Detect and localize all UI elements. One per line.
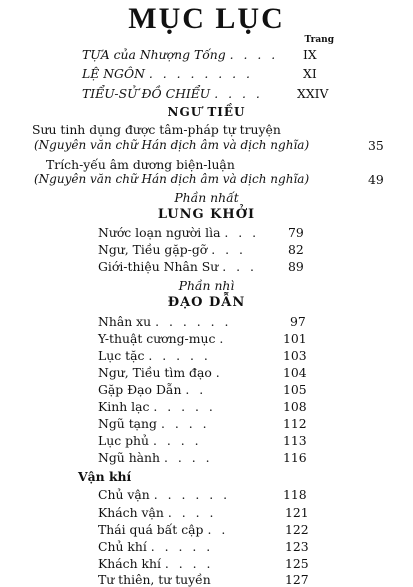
toc-page-number: 125	[285, 556, 309, 571]
toc-page-number: 127	[285, 572, 309, 587]
leader-dots: . . . . .	[153, 399, 216, 414]
toc-page-number: 101	[283, 331, 307, 346]
section-heading: ĐẠO DẪN	[167, 295, 246, 310]
toc-entry-label: Ngư, Tiều gặp-gỡ	[98, 242, 208, 257]
toc-entry[interactable]	[98, 331, 226, 346]
toc-page-number: 79	[288, 225, 304, 240]
leader-dots: . . . .	[163, 450, 213, 465]
toc-entry-label: Nước loạn người lìa	[98, 225, 221, 240]
leader-dots: . . . .	[214, 86, 263, 101]
toc-entry-label: Chủ vận	[98, 487, 150, 502]
toc-entry[interactable]	[98, 572, 211, 587]
toc-page-number: 122	[285, 522, 309, 537]
toc-entry-label: TIỂU-SỬ ĐỒ CHIỂU	[82, 86, 211, 101]
leader-dots: . . . . . .	[153, 487, 231, 502]
page-title: MỤC LỤC	[128, 2, 285, 35]
toc-page-number: 118	[283, 487, 307, 502]
toc-page-number: XI	[303, 66, 317, 81]
toc-entry-label: Gặp Đạo Dẫn	[98, 382, 182, 397]
leader-dots: . . .	[224, 225, 260, 240]
toc-page-number: 123	[285, 539, 309, 554]
toc-entry[interactable]	[98, 450, 213, 465]
toc-entry[interactable]	[98, 433, 202, 448]
toc-page-number: 97	[290, 314, 306, 329]
page-column-label: Trang	[304, 35, 334, 45]
toc-entry-note: (Nguyên văn chữ Hán dịch âm và dịch nghĩa)	[34, 138, 310, 152]
part-label: Phần nhất	[174, 190, 239, 205]
toc-entry-label: Trích-yếu âm dương biện-luận	[46, 157, 235, 172]
toc-entry[interactable]	[82, 86, 263, 101]
toc-entry[interactable]	[98, 505, 216, 520]
toc-entry-label: Giới-thiệu Nhân Sư	[98, 259, 219, 274]
leader-dots: . . . .	[229, 47, 279, 62]
toc-entry[interactable]	[82, 47, 278, 62]
leader-dots: . . . . .	[150, 539, 214, 554]
toc-entry-label: Lục phủ	[98, 433, 149, 448]
toc-entry-label: Kinh lạc	[98, 399, 150, 414]
toc-entry[interactable]	[98, 242, 246, 257]
toc-page-number: 104	[283, 365, 307, 380]
toc-page-number: 103	[283, 348, 307, 363]
toc-entry-label: LỆ NGÔN	[82, 66, 145, 81]
toc-page-number: 49	[368, 172, 384, 187]
toc-entry-label: Thái quá bất cập	[98, 522, 204, 537]
toc-entry-label: Nhân xu	[98, 314, 152, 329]
toc-entry[interactable]	[98, 259, 257, 274]
toc-entry[interactable]	[82, 66, 253, 81]
section-heading: LUNG KHỞI	[157, 207, 256, 222]
toc-page-number: IX	[303, 47, 317, 62]
toc-entry[interactable]	[46, 157, 235, 172]
toc-page-number: 82	[288, 242, 304, 257]
toc-page-number: 89	[288, 259, 304, 274]
toc-entry[interactable]	[98, 225, 259, 240]
toc-entry[interactable]	[98, 522, 228, 537]
leader-dots: . . . . . . . .	[148, 66, 253, 81]
leader-dots: . . . .	[164, 556, 214, 571]
toc-entry-label: Khách khí	[98, 556, 161, 571]
toc-entry-label: Y-thuật cương-mục	[98, 331, 216, 346]
toc-page-number: 121	[285, 505, 309, 520]
toc-entry-label: Khách vận	[98, 505, 164, 520]
part-label: Phần nhì	[178, 278, 235, 293]
toc-entry-label: Chủ khí	[98, 539, 147, 554]
leader-dots: . . . . .	[148, 348, 211, 363]
toc-entry-label: Ngũ hành	[98, 450, 161, 465]
leader-dots: . . . . . .	[155, 314, 232, 329]
toc-entry[interactable]	[98, 314, 231, 329]
toc-page-number: 112	[283, 416, 307, 431]
toc-page-number: 113	[283, 433, 307, 448]
toc-page-number: XXIV	[297, 86, 329, 101]
toc-entry-label: Ngũ tạng	[98, 416, 157, 431]
leader-dots: . . . .	[167, 505, 217, 520]
toc-entry[interactable]	[32, 122, 281, 137]
leader-dots: . . . .	[152, 433, 202, 448]
toc-page-number: 116	[283, 450, 307, 465]
leader-dots: . . .	[222, 259, 257, 274]
toc-entry[interactable]	[98, 487, 230, 502]
toc-entry[interactable]	[98, 399, 216, 414]
leader-dots: . . .	[211, 242, 246, 257]
subsection-heading: Vận khí	[78, 469, 132, 484]
toc-entry-label: Sưu tinh dụng được tâm-pháp tự truyện	[32, 122, 281, 137]
toc-entry[interactable]	[98, 382, 206, 397]
leader-dots: . . . .	[160, 416, 210, 431]
toc-page-number: 35	[368, 138, 384, 153]
toc-entry[interactable]	[98, 416, 210, 431]
toc-entry-note: (Nguyên văn chữ Hán dịch âm và dịch nghĩa)	[34, 172, 310, 186]
toc-entry-label: TỰA của Nhượng Tống	[82, 47, 226, 62]
toc-page-number: 108	[283, 399, 307, 414]
leader-dots: . .	[207, 522, 229, 537]
toc-entry-label: Lục tặc	[98, 348, 145, 363]
toc-entry[interactable]	[98, 365, 223, 380]
toc-entry[interactable]	[98, 539, 213, 554]
leader-dots: .	[215, 365, 223, 380]
toc-entry[interactable]	[98, 348, 211, 363]
toc-entry[interactable]	[98, 556, 213, 571]
leader-dots: . .	[185, 382, 207, 397]
toc-entry-label: Ngư, Tiều tìm đạo	[98, 365, 212, 380]
toc-page-number: 105	[283, 382, 307, 397]
section-heading: NGƯ TIỀU	[167, 105, 246, 119]
leader-dots: .	[219, 331, 227, 346]
toc-entry-label: Tư thiên, tư tuyền	[98, 572, 211, 587]
